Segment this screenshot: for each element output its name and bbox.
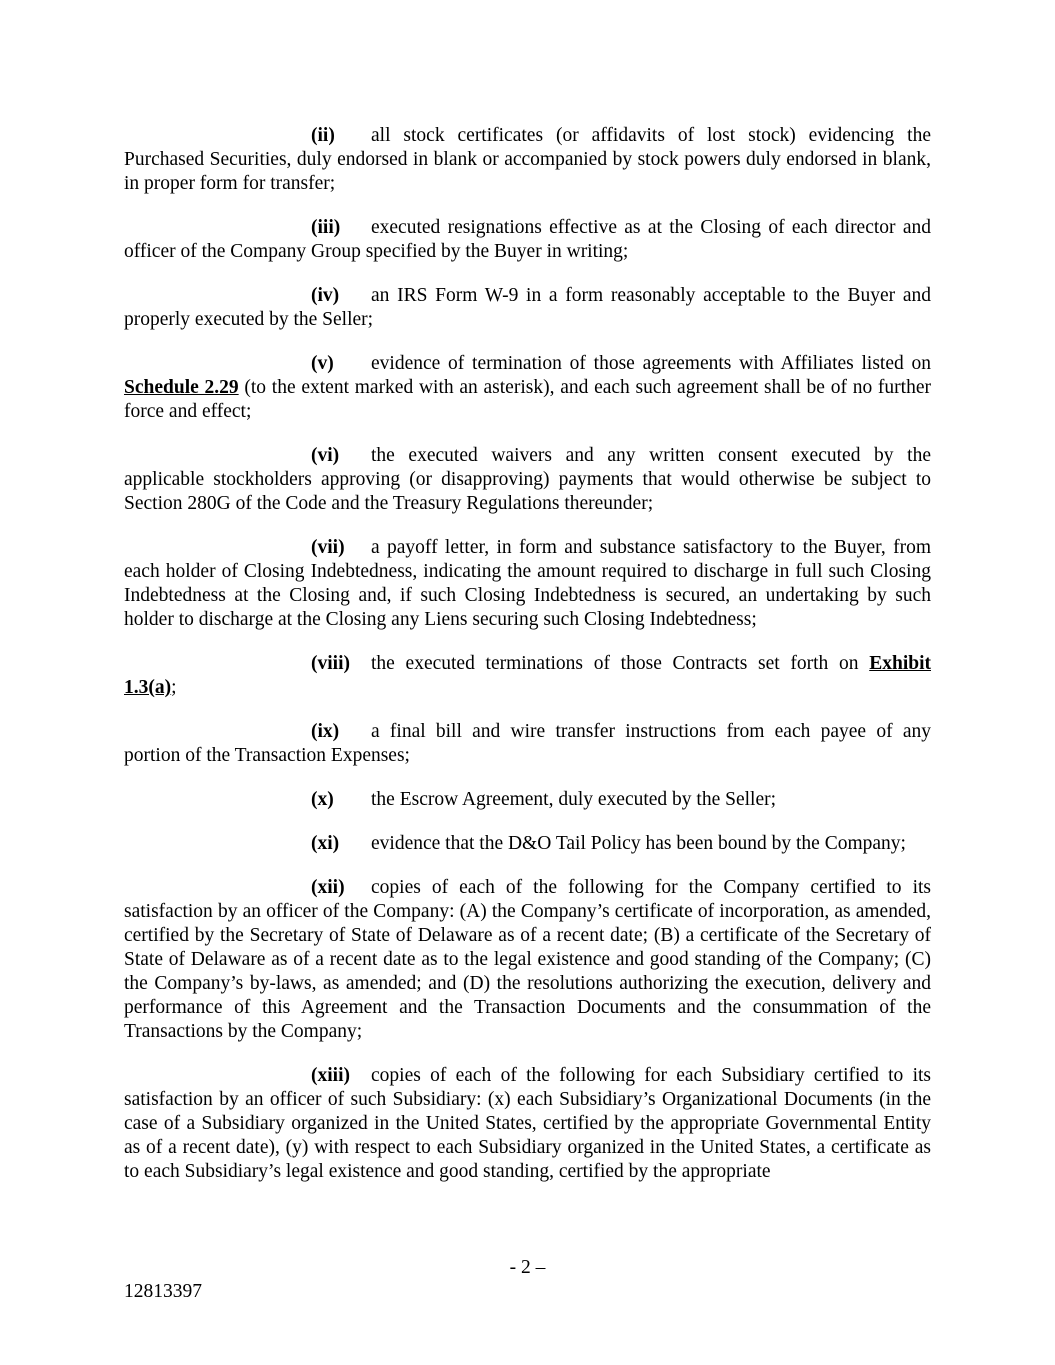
clause-text: the executed waivers and any written consent executed by the applicable stockholders approving (or disapproving) payments that would otherwise be subject to Section 280G of the Code and the Treasury Regulations thereunder; <box>124 445 931 514</box>
clause-text: (to the extent marked with an asterisk), and each such agreement shall be of no further force and effect; <box>124 377 931 422</box>
clause-text: an IRS Form W-9 in a form reasonably acceptable to the Buyer and properly executed by the Seller; <box>124 285 931 330</box>
clause-ix <box>124 720 931 768</box>
clause-label: (iii) <box>311 217 341 238</box>
clause-iv <box>124 284 931 332</box>
clause-label: (xi) <box>311 833 340 854</box>
exhibit-reference: Exhibit 1.3(a) <box>124 653 931 698</box>
clause-text: the executed terminations of those Contracts set forth on <box>371 653 870 674</box>
clause-label: (ix) <box>311 721 340 742</box>
clause-xi <box>311 832 931 856</box>
clause-text: a payoff letter, in form and substance satisfactory to the Buyer, from each holder of Closing Indebtedness, indicating the amount required to discharge in full such Closing Indebtedness at the Closing and, if such Closing Indebtedness is secured, an undertaking by such holder to discharge at the Closing any Liens securing such Closing Indebtedness; <box>124 537 931 630</box>
clause-vi <box>124 444 931 516</box>
clause-xiii <box>124 1064 931 1184</box>
clause-xii <box>124 876 931 1044</box>
clause-text: copies of each of the following for each Subsidiary certified to its satisfaction by an officer of such Subsidiary: (x) each Subsidiary’s Organizational Documents (in the case of a Subsidiary organized in the United States, certified by the appropriate Governmental Entity as of a recent date), (y) with respect to each Subsidiary organized in the United States, a certificate as to each Subsidiary’s legal existence and good standing, certified by the appropriate <box>124 1065 931 1182</box>
clause-x <box>311 788 931 812</box>
document-id: 12813397 <box>124 1281 202 1302</box>
clause-label: (vi) <box>311 445 340 466</box>
schedule-reference: Schedule 2.29 <box>124 377 239 398</box>
clause-iii <box>124 216 931 264</box>
page-number: - 2 – <box>509 1257 546 1278</box>
clause-label: (ii) <box>311 125 335 146</box>
document-body <box>124 124 931 1204</box>
clause-label: (x) <box>311 789 334 810</box>
clause-label: (viii) <box>311 653 350 674</box>
clause-viii <box>124 652 931 700</box>
clause-v <box>124 352 931 424</box>
clause-label: (v) <box>311 353 334 374</box>
clause-text: evidence that the D&O Tail Policy has been bound by the Company; <box>371 833 906 854</box>
clause-text: a final bill and wire transfer instructions from each payee of any portion of the Transaction Expenses; <box>124 721 931 766</box>
clause-text: copies of each of the following for the Company certified to its satisfaction by an officer of the Company: (A) the Company’s certificate of incorporation, as amended, certified by the Secretary of State of Delaware as of a recent date; (B) a certificate of the Secretary of State of Delaware as of a recent date as to the legal existence and good standing of the Company; (C) the Company’s by-laws, as amended; and (D) the resolutions authorizing the execution, delivery and performance of this Agreement and the Transaction Documents and the consummation of the Transactions by the Company; <box>124 877 931 1042</box>
clause-text: evidence of termination of those agreements with Affiliates listed on <box>371 353 931 374</box>
clause-text: all stock certificates (or affidavits of lost stock) evidencing the Purchased Securities, duly endorsed in blank or accompanied by stock powers duly endorsed in blank, in proper form for transfer; <box>124 125 931 194</box>
clause-label: (iv) <box>311 285 340 306</box>
clause-vii <box>124 536 931 632</box>
clause-label: (xii) <box>311 877 345 898</box>
clause-label: (xiii) <box>311 1065 350 1086</box>
clause-text: the Escrow Agreement, duly executed by the Seller; <box>371 789 777 810</box>
clause-text: ; <box>171 677 177 698</box>
clause-label: (vii) <box>311 537 345 558</box>
clause-text: executed resignations effective as at the Closing of each director and officer of the Company Group specified by the Buyer in writing; <box>124 217 931 262</box>
clause-ii <box>124 124 931 196</box>
